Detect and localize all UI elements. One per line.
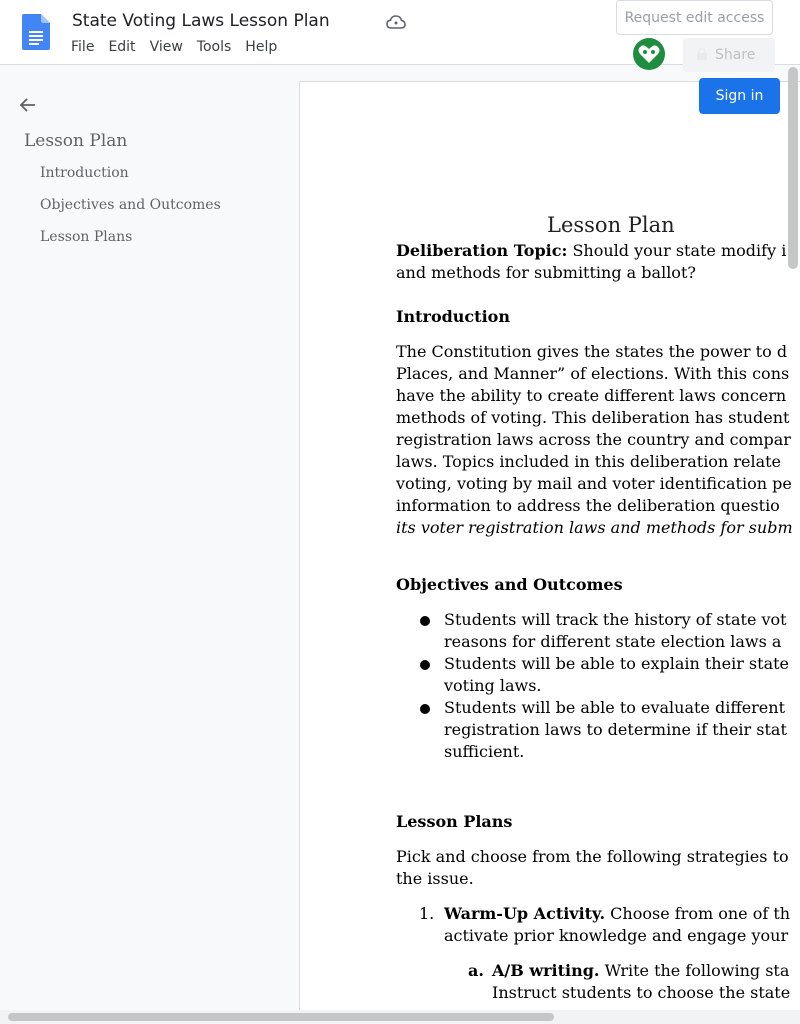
sub-list-letter: a. (468, 961, 484, 980)
warm-up-line-2: activate prior knowledge and engage your (444, 926, 789, 945)
avatar[interactable] (633, 38, 665, 70)
lesson-plans-heading: Lesson Plans (396, 812, 513, 831)
document-heading: Lesson Plan (547, 213, 675, 237)
intro-line: laws. Topics included in this deliberation relate (396, 452, 781, 471)
menu-edit[interactable]: Edit (108, 39, 136, 55)
document-page (299, 81, 800, 1012)
objective-line: voting laws. (444, 676, 542, 695)
ab-writing-text: Write the following sta (599, 961, 790, 980)
lock-icon (697, 48, 707, 60)
horizontal-scrollbar[interactable] (8, 1013, 554, 1021)
outline-item-lesson-plans[interactable]: Lesson Plans (40, 229, 133, 245)
share-label: Share (715, 47, 756, 63)
ab-writing-line-2: Instruct students to choose the state (492, 983, 791, 1002)
objective-line: reasons for different state election laws a (444, 632, 782, 651)
intro-line: have the ability to create different laws concern (396, 386, 787, 405)
cloud-saved-icon[interactable] (386, 14, 406, 30)
warm-up-text: Choose from one of th (605, 904, 791, 923)
intro-line: methods of voting. This deliberation has student (396, 408, 790, 427)
intro-line: The Constitution gives the states the power to d (396, 342, 788, 361)
intro-line: registration laws across the country and compar (396, 430, 791, 449)
request-edit-access-button[interactable]: Request edit access (616, 0, 773, 35)
bullet-dot (420, 704, 430, 714)
document-title[interactable]: State Voting Laws Lesson Plan (72, 11, 330, 31)
bullet-dot (420, 616, 430, 626)
intro-line: Places, and Manner” of elections. With this cons (396, 364, 790, 383)
warm-up-line (444, 903, 790, 925)
outline-item-introduction[interactable]: Introduction (40, 165, 129, 181)
back-arrow-icon[interactable] (18, 95, 38, 115)
lesson-intro-line: Pick and choose from the following strategies to (396, 847, 789, 866)
intro-line: voting, voting by mail and voter identification pe (396, 474, 792, 493)
objective-line: Students will be able to explain their state (444, 654, 789, 673)
ab-writing-label: A/B writing. (492, 961, 600, 980)
outline-item-objectives[interactable]: Objectives and Outcomes (40, 197, 221, 213)
vertical-scrollbar[interactable] (788, 67, 798, 269)
outline-title[interactable]: Lesson Plan (24, 131, 128, 151)
objectives-heading: Objectives and Outcomes (396, 575, 623, 594)
introduction-heading: Introduction (396, 307, 510, 326)
intro-line: information to address the deliberation questio (396, 496, 780, 515)
user-avatar-icon (633, 38, 665, 70)
list-number: 1. (419, 904, 435, 923)
document-outline-sidebar (0, 65, 298, 1024)
objective-line: Students will track the history of state vot (444, 610, 787, 629)
menu-help[interactable]: Help (245, 39, 278, 55)
topic-label: Deliberation Topic: (396, 241, 568, 260)
bullet-dot (420, 660, 430, 670)
topic-line (396, 240, 786, 262)
ab-writing-line (492, 960, 789, 982)
menu-file[interactable]: File (71, 39, 95, 55)
sign-in-button[interactable]: Sign in (699, 78, 780, 114)
topic-text: Should your state modify i (567, 241, 787, 260)
objective-line: Students will be able to evaluate different (444, 698, 786, 717)
google-docs-icon[interactable] (22, 14, 50, 50)
menu-view[interactable]: View (149, 39, 183, 55)
intro-italic-line: its voter registration laws and methods for subm (396, 518, 793, 537)
share-button[interactable] (683, 38, 775, 72)
objective-line: sufficient. (444, 742, 525, 761)
warm-up-label: Warm-Up Activity. (444, 904, 606, 923)
menu-tools[interactable]: Tools (196, 39, 232, 55)
objective-line: registration laws to determine if their stat (444, 720, 787, 739)
lesson-intro-line: the issue. (396, 869, 474, 888)
menu-bar (71, 39, 291, 55)
top-bar (0, 0, 800, 65)
topic-line-2: and methods for submitting a ballot? (396, 263, 696, 282)
